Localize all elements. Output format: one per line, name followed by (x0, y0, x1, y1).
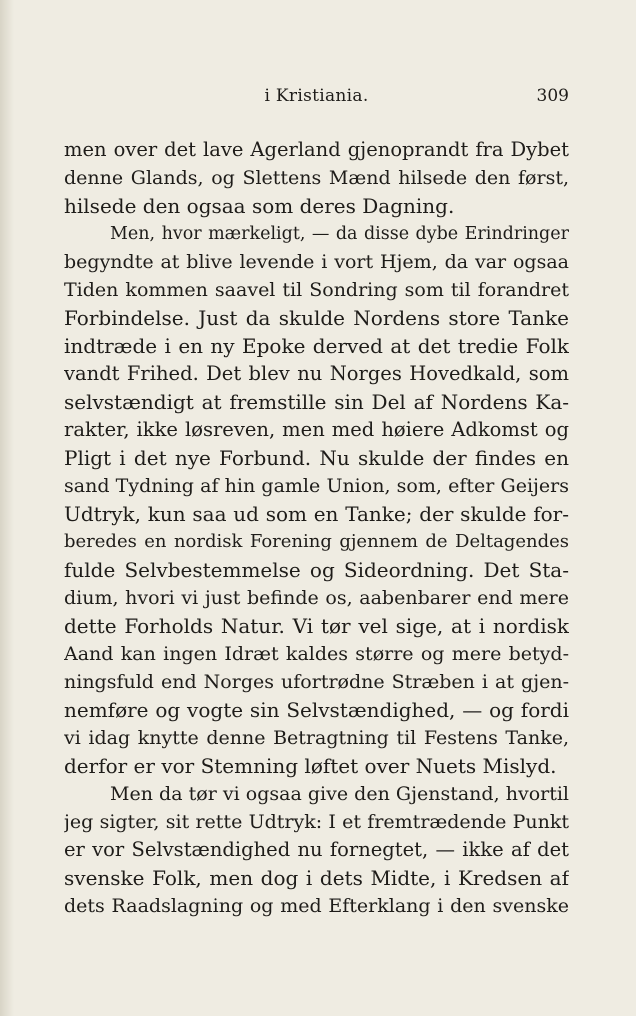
text-line: men over det lave Agerland gjenoprandt fra Dybet (64, 138, 569, 161)
body-text (64, 136, 569, 920)
text-line: hilsede den ogsaa som deres Dagning. (64, 194, 455, 218)
text-line: rakter, ikke løsreven, men med høiere Adkomst og (64, 418, 569, 441)
text-line: Pligt i det nye Forbund. Nu skulde der findes en (64, 446, 569, 470)
text-line: selvstændigt at fremstille sin Del af Nordens Ka- (64, 390, 569, 414)
text-line: denne Glands, og Slettens Mænd hilsede den først, (64, 167, 569, 189)
text-line: svenske Folk, men dog i dets Midte, i Kredsen af (64, 866, 569, 890)
text-line: Men da tør vi ogsaa give den Gjenstand, hvortil (110, 783, 569, 805)
text-line: Tiden kommen saavel til Sondring som til forandret (64, 279, 569, 301)
text-line: derfor er vor Stemning løftet over Nuets Mislyd. (64, 754, 557, 778)
page-edge-shadow (0, 0, 14, 1016)
page-number: 309 (536, 86, 569, 106)
text-line: ningsfuld end Norges ufortrødne Stræben i at gjen- (64, 671, 569, 693)
text-line: jeg sigter, sit rette Udtryk: I et fremtrædende Punkt (64, 811, 569, 833)
text-line: fulde Selvbestemmelse og Sideordning. Det Sta- (64, 558, 569, 582)
text-line: vi idag knytte denne Betragtning til Festens Tanke, (64, 727, 569, 749)
text-line: begyndte at blive levende i vort Hjem, da var ogsaa (64, 251, 569, 273)
text-line: dets Raadslagning og med Efterklang i den svenske (64, 895, 569, 917)
text-line: sand Tydning af hin gamle Union, som, efter Geijers (64, 475, 569, 497)
text-line: Udtryk, kun saa ud som en Tanke; der skulde for- (64, 502, 569, 526)
text-line: Aand kan ingen Idræt kaldes større og mere betyd- (64, 643, 569, 665)
text-line: beredes en nordisk Forening gjennem de Deltagendes (64, 531, 569, 552)
text-line: nemføre og vogte sin Selvstændighed, — og fordi (64, 698, 569, 722)
text-line: Forbindelse. Just da skulde Nordens store Tanke (64, 306, 569, 330)
page-header (64, 86, 569, 112)
running-title: i Kristiania. (264, 86, 369, 106)
text-line: er vor Selvstændighed nu fornegtet, — ikke af det (64, 838, 569, 861)
text-line: dette Forholds Natur. Vi tør vel sige, at i nordisk (64, 614, 569, 638)
text-line: Men, hvor mærkeligt, — da disse dybe Erindringer (110, 224, 569, 244)
text-line: indtræde i en ny Epoke derved at det tredie Folk (64, 334, 569, 358)
text-line: vandt Frihed. Det blev nu Norges Hovedkald, som (64, 362, 569, 385)
text-line: dium, hvori vi just befinde os, aabenbarer end mere (64, 587, 569, 609)
